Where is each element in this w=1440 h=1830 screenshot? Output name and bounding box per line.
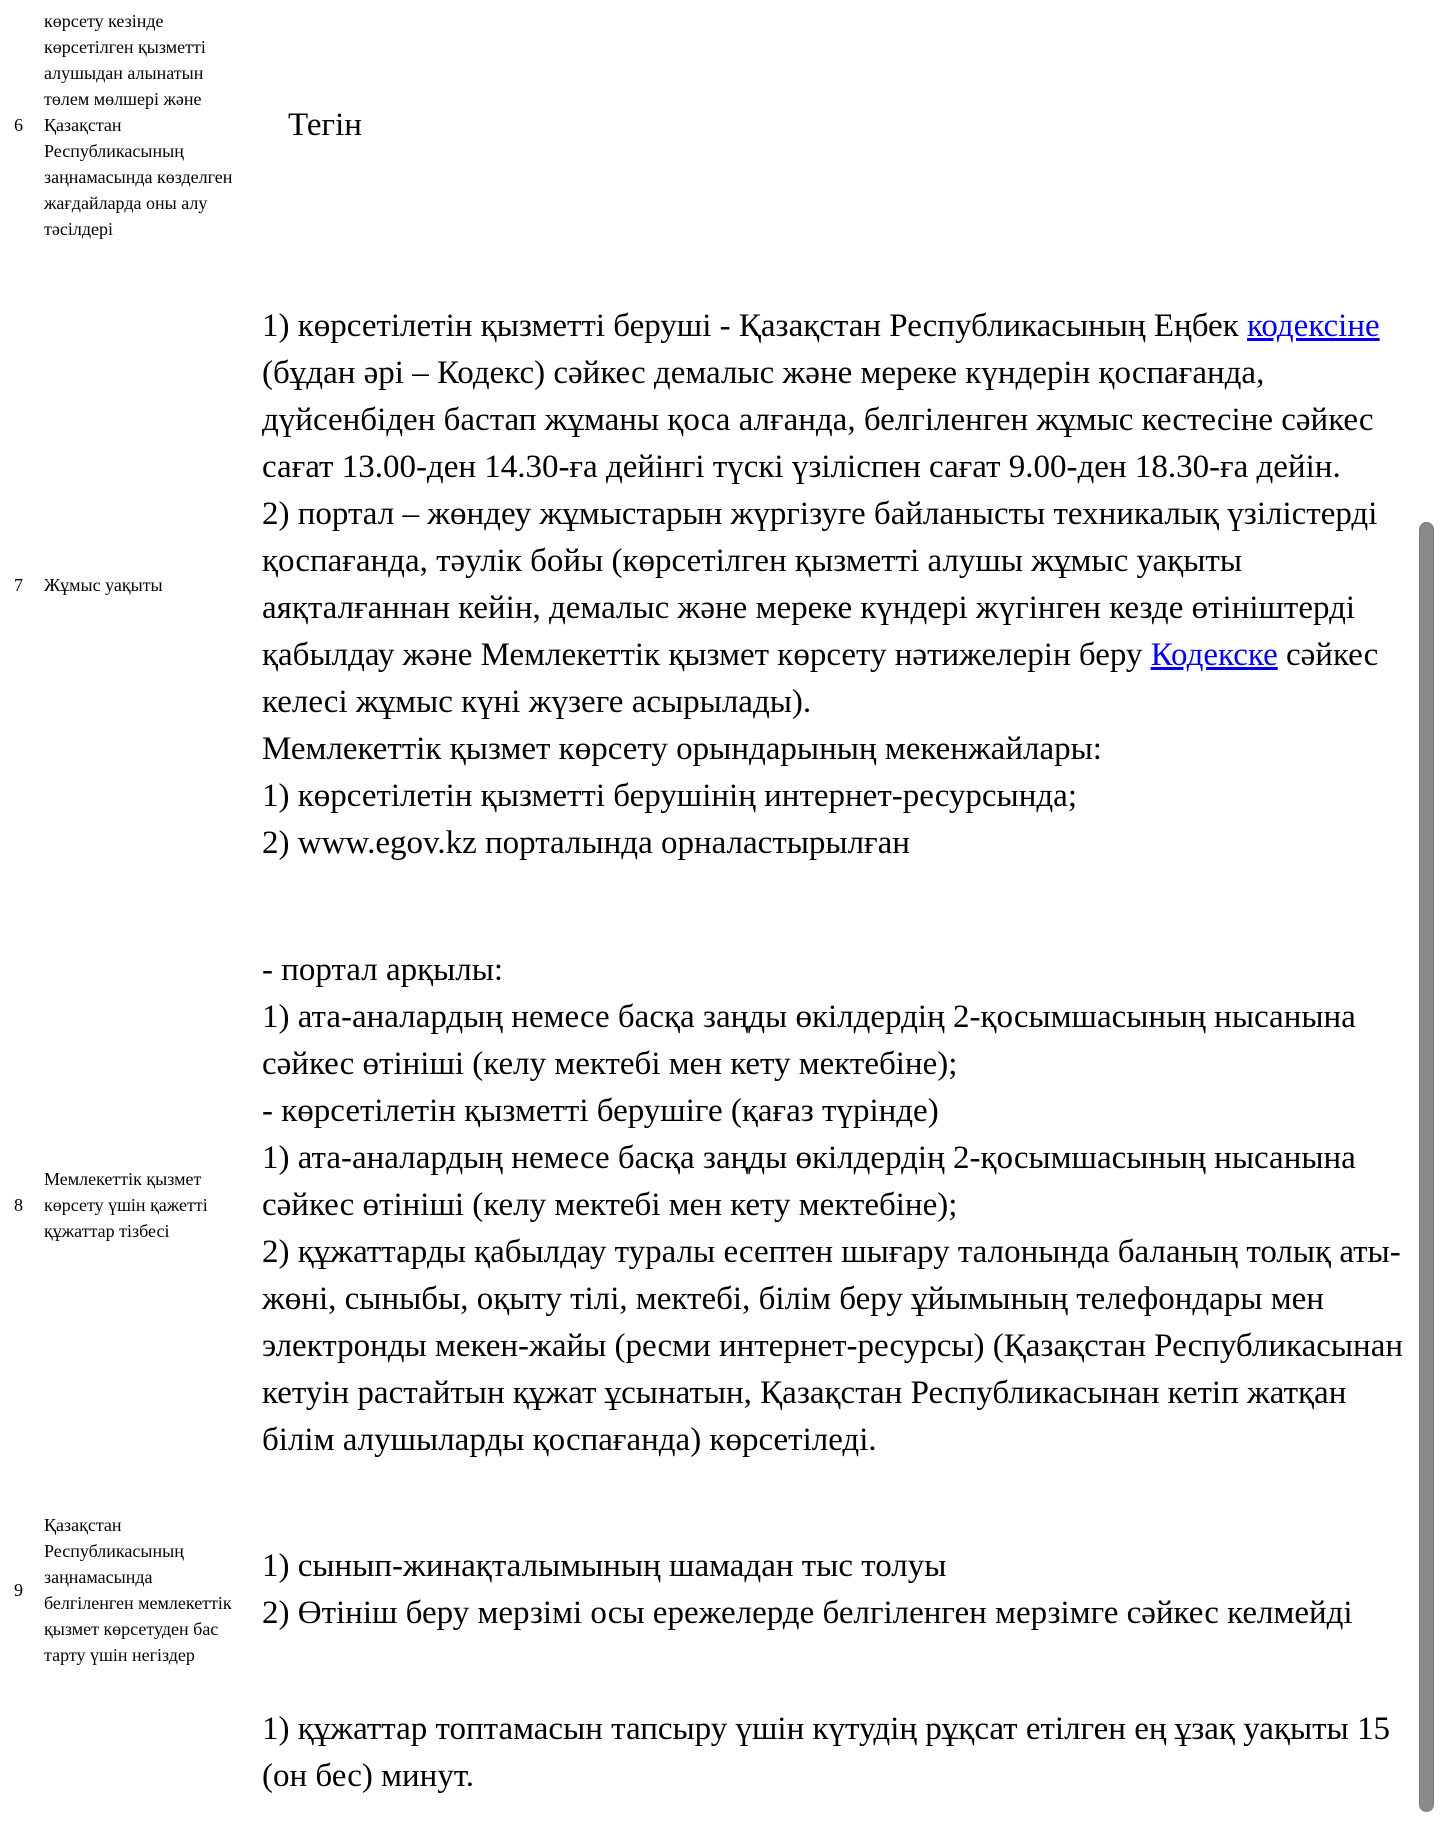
paragraph: - портал арқылы:: [262, 951, 504, 988]
paragraph: 1) көрсетілетін қызметті берушінің интернет-ресурсында;: [262, 778, 1077, 814]
paragraph: 1) ата-аналардың немесе басқа заңды өкілдердің 2-қосымшасының нысанына сәйкес өтініші (келу мектебі мен кету мектебіне);: [262, 998, 1356, 1082]
paragraph: 1) құжаттар топтамасын тапсыру үшін күтудің рұқсат етілген ең ұзақ уақыты 15 (он бес) минут.: [262, 1711, 1390, 1794]
row-number-text: 6: [14, 115, 23, 135]
row-label-text: көрсету кезінде көрсетілген қызметті алушыдан алынатын төлем мөлшері және Қазақстан Республикасының заңнамасында көзделген жағдайларда оны алу тәсілдері: [44, 11, 233, 239]
text-segment: 2) портал – жөндеу жұмыстарын жүргізуге байланысты техникалық үзілістерді қоспағанда, тәулік бойы (көрсетілген қызметті алушы жұмыс уақыты аяқталғаннан кейін, демалыс және мереке күндері жүгінген кезде өтініштерді қабылдау және Мемлекеттік қызмет көрсету нәтижелерін беру: [262, 496, 1378, 673]
row-number-text: 9: [14, 1580, 23, 1600]
labor-code-link[interactable]: кодексіне: [1246, 308, 1380, 344]
paragraph: 2) www.egov.kz порталында орналастырылған: [262, 825, 910, 861]
row-number: [14, 1192, 44, 1218]
row-content: [262, 303, 1440, 867]
row-label: [44, 1166, 244, 1244]
table-row-6: [0, 0, 1440, 250]
row-content: [262, 1706, 1440, 1800]
row-number: [14, 572, 44, 598]
row-label: [44, 8, 244, 242]
paragraph: 2) Өтініш беру мерзімі осы ережелерде белгіленген мерзімге сәйкес келмейді: [262, 1595, 1353, 1631]
row-content: [262, 1543, 1440, 1637]
row-number-text: 8: [14, 1195, 23, 1215]
table-row-8: [0, 920, 1440, 1490]
row-number: [14, 1577, 44, 1603]
paragraph: - көрсетілетін қызметті берушіге (қағаз түрінде): [262, 1092, 939, 1129]
paragraph: [262, 303, 1416, 491]
text-segment: 1) көрсетілетін қызметті беруші - Қазақстан Республикасының Еңбек: [262, 308, 1247, 344]
row-content: [262, 102, 1440, 149]
text-segment: (бұдан әрі – Кодекс) сәйкес демалыс және мереке күндерін қоспағанда, дүйсенбіден бастап жұманы қоса алғанда, белгіленген жұмыс кестесіне сәйкес сағат 13.00-ден 14.30-ға дейінгі түскі үзіліспен сағат 9.00-ден 18.30-ға дейін.: [262, 355, 1374, 485]
vertical-scrollbar-thumb[interactable]: [1419, 522, 1434, 1812]
paragraph: 1) ата-аналардың немесе басқа заңды өкілдердің 2-қосымшасының нысанына сәйкес өтініші (келу мектебі мен кету мектебіне);: [262, 1139, 1356, 1223]
paragraph: Мемлекеттік қызмет көрсету орындарының мекенжайлары:: [262, 731, 1102, 767]
row-label-text: Мемлекеттік қызмет көрсету үшін қажетті құжаттар тізбесі: [44, 1169, 208, 1241]
table-row-7: [0, 250, 1440, 920]
row-label-text: Жұмыс уақыты: [44, 575, 163, 595]
table-row-9: [0, 1490, 1440, 1690]
row-label: [44, 1512, 244, 1668]
paragraph: 1) сынып-жинақталымының шамадан тыс толуы: [262, 1548, 947, 1584]
row-label-text: Қазақстан Республикасының заңнамасында белгіленген мемлекеттік қызмет көрсетуден бас тарту үшін негіздер: [44, 1515, 232, 1665]
code-link[interactable]: Кодекске: [1150, 637, 1278, 673]
paragraph: 2) құжаттарды қабылдау туралы есептен шығару талонында баланың толық аты-жөні, сыныбы, оқыту тілі, мектебі, білім беру ұйымының телефондары мен электронды мекен-жайы (ресми интернет-ресурсы) (Қазақстан Республикасынан кетуін растайтын құжат ұсынатын, Қазақстан Республикасынан кетіп жатқан білім алушыларды қоспағанда) көрсетіледі.: [262, 1233, 1403, 1458]
text-segment: сәйкес келесі жұмыс күні жүзеге асырылады).: [262, 637, 1379, 720]
row-content: [262, 947, 1440, 1464]
row-number: [14, 112, 44, 138]
row-number-text: 7: [14, 575, 23, 595]
text-segment: Тегін: [288, 106, 362, 143]
table-row-10: [0, 1690, 1440, 1830]
row-label: [44, 572, 244, 598]
paragraph: [288, 102, 1416, 149]
paragraph: [262, 491, 1416, 726]
